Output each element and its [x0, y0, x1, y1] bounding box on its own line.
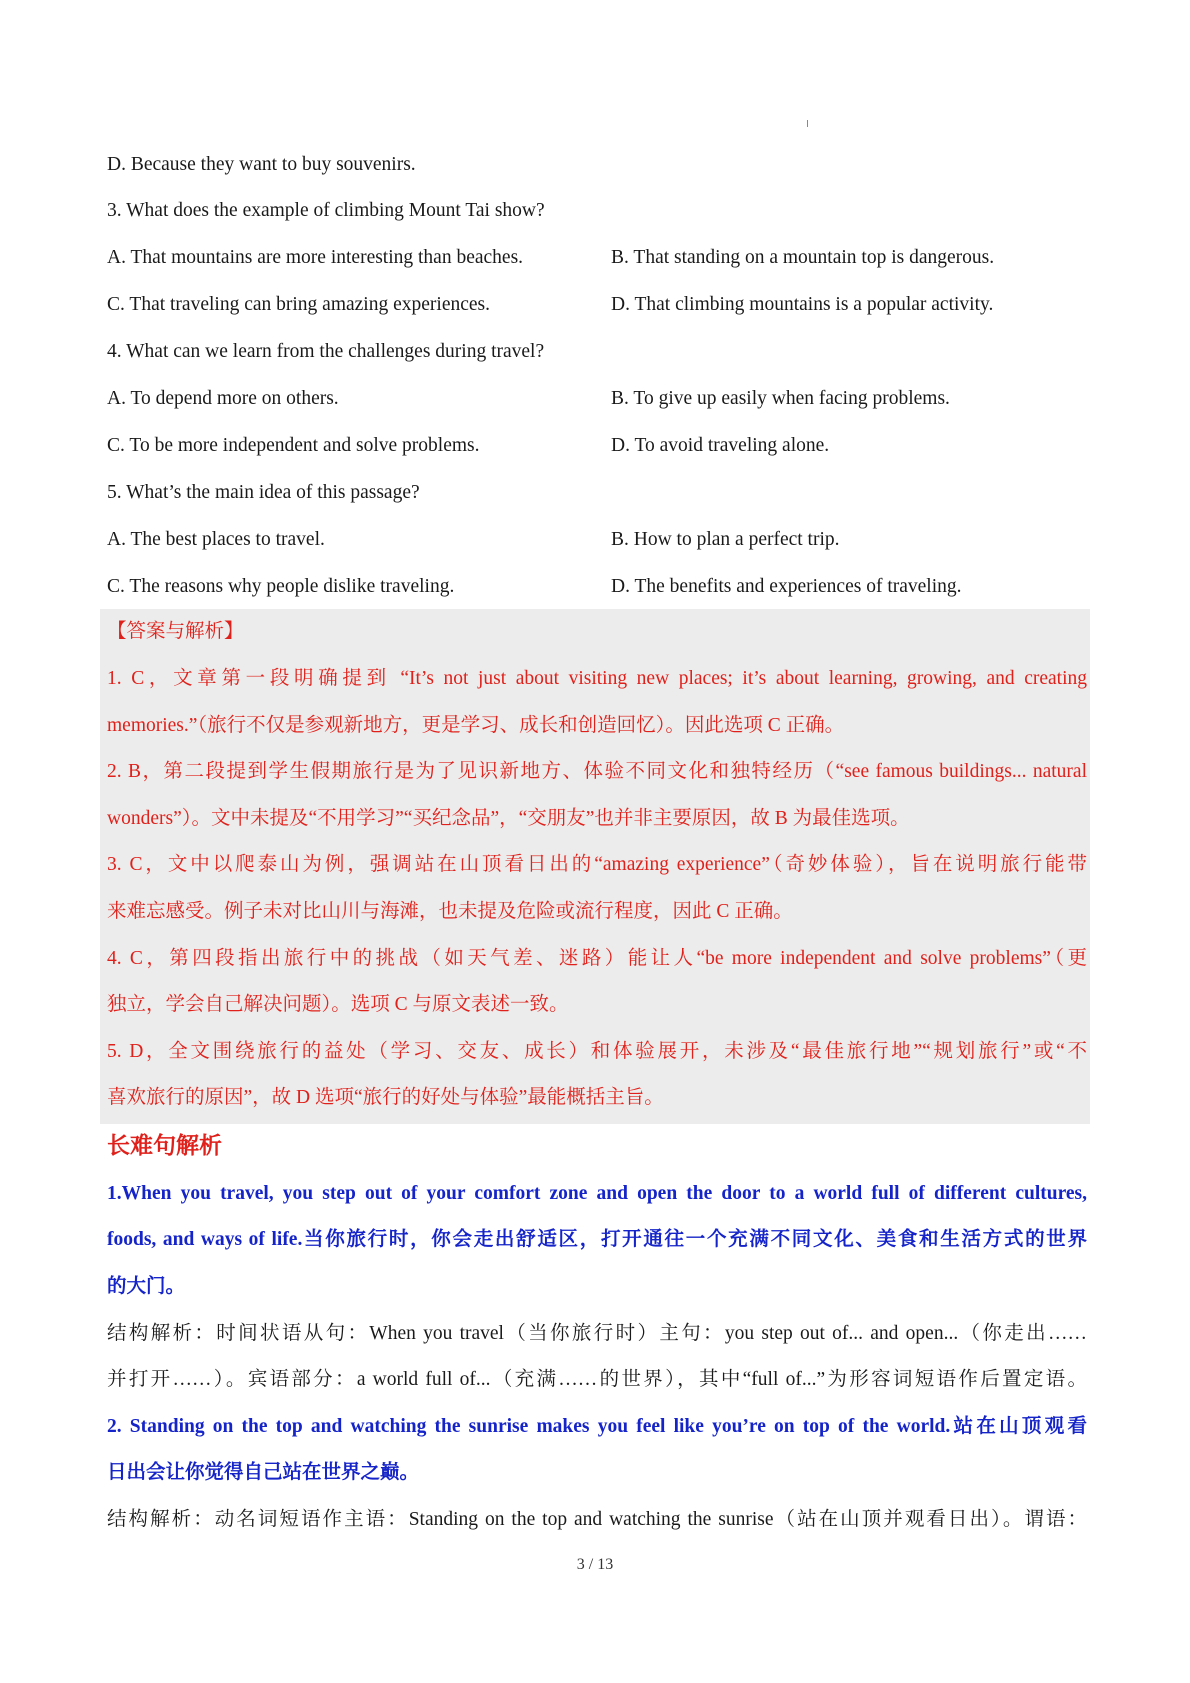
- q5-options-row1: [107, 525, 1087, 555]
- answer-line: 2. B，第二段提到学生假期旅行是为了见识新地方、体验不同文化和独特经历（“see famous buildings... natural: [107, 761, 1087, 782]
- answer-line: wonders”）。文中未提及“不用学习”“买纪念品”，“交朋友”也并非主要原因，故 B 为最佳选项。: [107, 808, 910, 829]
- sentence-2-line-2: 日出会让你觉得自己站在世界之巅。: [107, 1462, 420, 1483]
- q5-stem: 5. What’s the main idea of this passage?: [107, 482, 420, 503]
- sentence-1-structure-1: 结构解析：时间状语从句：When you travel（当你旅行时）主句：you step out of... and open...（你走出……: [107, 1323, 1087, 1344]
- q3-options-row2: [107, 290, 1087, 320]
- sentence-1-line-1: 1.When you travel, you step out of your comfort zone and open the door to a world full of different cultures,: [107, 1183, 1087, 1204]
- q5-option-c: C. The reasons why people dislike traveling.: [107, 576, 455, 597]
- q4-stem: 4. What can we learn from the challenges during travel?: [107, 341, 545, 362]
- q3-stem: 3. What does the example of climbing Mount Tai show?: [107, 200, 545, 221]
- q5-option-b: B. How to plan a perfect trip.: [611, 529, 840, 550]
- sentence-1-line-3: 的大门。: [107, 1276, 186, 1297]
- q4-option-c: C. To be more independent and solve problems.: [107, 435, 480, 456]
- sentence-1-structure-2: 并打开……）。宾语部分：a world full of...（充满……的世界），其中“full of...”为形容词短语作后置定语。: [107, 1369, 1087, 1390]
- q4-options-row1: [107, 384, 1087, 414]
- answer-line: 3. C，文中以爬泰山为例，强调站在山顶看日出的“amazing experience”（奇妙体验），旨在说明旅行能带: [107, 854, 1087, 875]
- q3-option-d: D. That climbing mountains is a popular activity.: [611, 294, 994, 315]
- q2-option-d: D. Because they want to buy souvenirs.: [107, 154, 416, 175]
- page-number: 3 / 13: [576, 1556, 614, 1573]
- q4-option-a: A. To depend more on others.: [107, 388, 339, 409]
- analysis-heading: 长难句解析: [107, 1133, 222, 1158]
- q5-option-a: A. The best places to travel.: [107, 529, 325, 550]
- scan-mark: [807, 120, 808, 127]
- sentence-2-line-1: 2. Standing on the top and watching the sunrise makes you feel like you’re on top of the world.站在山顶观看: [107, 1416, 1087, 1437]
- q3-options-row1: [107, 243, 1087, 273]
- answer-heading: 【答案与解析】: [107, 621, 244, 642]
- q5-option-d: D. The benefits and experiences of traveling.: [611, 576, 962, 597]
- q4-option-d: D. To avoid traveling alone.: [611, 435, 830, 456]
- q3-option-b: B. That standing on a mountain top is dangerous.: [611, 247, 995, 268]
- answer-line: 来难忘感受。例子未对比山川与海滩，也未提及危险或流行程度，因此 C 正确。: [107, 901, 793, 922]
- q4-options-row2: [107, 431, 1087, 461]
- q4-option-b: B. To give up easily when facing problems.: [611, 388, 950, 409]
- q3-option-a: A. That mountains are more interesting than beaches.: [107, 247, 524, 268]
- sentence-2-structure-1: 结构解析：动名词短语作主语：Standing on the top and watching the sunrise（站在山顶并观看日出）。谓语：: [107, 1509, 1087, 1530]
- answer-line: 喜欢旅行的原因”，故 D 选项“旅行的好处与体验”最能概括主旨。: [107, 1087, 664, 1108]
- answer-line: memories.”（旅行不仅是参观新地方，更是学习、成长和创造回忆）。因此选项 C 正确。: [107, 715, 845, 736]
- answer-line: 独立，学会自己解决问题）。选项 C 与原文表述一致。: [107, 994, 569, 1015]
- answer-line: 1. C，文章第一段明确提到 “It’s not just about visiting new places; it’s about learning, growing, and creating: [107, 668, 1087, 689]
- sentence-1-line-2: foods, and ways of life.当你旅行时，你会走出舒适区，打开通往一个充满不同文化、美食和生活方式的世界: [107, 1229, 1087, 1250]
- answer-line: 5. D，全文围绕旅行的益处（学习、交友、成长）和体验展开，未涉及“最佳旅行地”“规划旅行”或“不: [107, 1041, 1087, 1062]
- answer-line: 4. C，第四段指出旅行中的挑战（如天气差、迷路）能让人“be more independent and solve problems”（更: [107, 948, 1087, 969]
- q5-options-row2: [107, 572, 1087, 602]
- q3-option-c: C. That traveling can bring amazing experiences.: [107, 294, 490, 315]
